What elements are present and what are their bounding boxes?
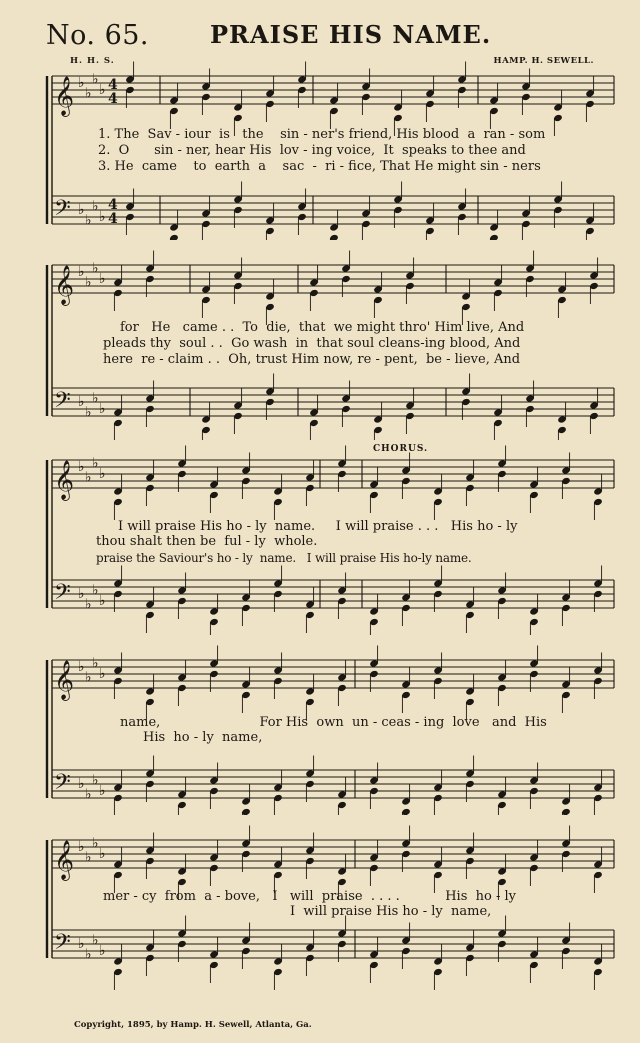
system-4-line-1: name, For His own un - ceas - ing love and His [120, 715, 547, 730]
svg-text:♭: ♭ [99, 209, 106, 225]
svg-text:♭: ♭ [78, 202, 85, 218]
system-1-verse-2: 2. O sin - ner, hear His lov - ing voice, It speaks to thee and [98, 143, 526, 158]
svg-text:4: 4 [108, 211, 118, 227]
svg-text:♭: ♭ [85, 946, 92, 963]
svg-text:♭: ♭ [78, 936, 85, 952]
svg-text:𝄞: 𝄞 [54, 265, 75, 305]
svg-text:♭: ♭ [99, 846, 106, 862]
system-2-verse-3: here re - claim . . Oh, trust Him now, re - pent, be - lieve, And [103, 352, 521, 367]
hymn-title: PRAISE HIS NAME. [210, 20, 492, 49]
svg-text:𝄢: 𝄢 [54, 388, 71, 418]
svg-text:♭: ♭ [92, 835, 99, 852]
svg-text:♭: ♭ [99, 82, 106, 98]
system-5-line-2: I will praise His ho - ly name, [290, 904, 492, 919]
svg-text:♭: ♭ [85, 596, 92, 613]
svg-text:𝄢: 𝄢 [54, 196, 71, 226]
system-5-line-1: mer - cy from a - bove, I will praise . . . . His ho - ly [103, 889, 516, 904]
svg-text:♭: ♭ [92, 71, 99, 88]
svg-text:♭: ♭ [78, 459, 85, 475]
svg-text:♭: ♭ [99, 666, 106, 682]
svg-text:♭: ♭ [78, 839, 85, 855]
svg-text:♭: ♭ [78, 264, 85, 280]
system-3-line-3: praise the Saviour's ho - ly name. I will praise His ho-ly name. [96, 551, 472, 565]
svg-text:4: 4 [108, 197, 118, 213]
svg-text:♭: ♭ [85, 212, 92, 229]
svg-text:𝄢: 𝄢 [54, 580, 71, 610]
svg-text:♭: ♭ [85, 85, 92, 102]
svg-text:♭: ♭ [92, 260, 99, 277]
svg-text:♭: ♭ [99, 943, 106, 959]
svg-text:♭: ♭ [92, 772, 99, 789]
system-3-line-1: I will praise His ho - ly name. I will praise . . . His ho - ly [118, 519, 518, 534]
svg-text:♭: ♭ [99, 401, 106, 417]
svg-text:♭: ♭ [78, 776, 85, 792]
system-2-verse-2: pleads thy soul . . Go wash in that soul cleans-ing blood, And [103, 336, 521, 351]
system-4-line-2: His ho - ly name, [143, 730, 263, 745]
svg-text:♭: ♭ [99, 466, 106, 482]
svg-text:𝄢: 𝄢 [54, 930, 71, 960]
svg-text:♭: ♭ [92, 390, 99, 407]
svg-text:𝄞: 𝄞 [54, 660, 75, 700]
composer-credit: HAMP. H. SEWELL. [493, 56, 594, 66]
svg-text:♭: ♭ [78, 659, 85, 675]
svg-text:♭: ♭ [78, 75, 85, 91]
svg-text:♭: ♭ [85, 849, 92, 866]
svg-text:4: 4 [108, 91, 118, 107]
copyright-notice: Copyright, 1895, by Hamp. H. Sewell, Atlanta, Ga. [74, 1020, 312, 1030]
svg-text:♭: ♭ [78, 586, 85, 602]
svg-text:♭: ♭ [85, 669, 92, 686]
svg-text:♭: ♭ [99, 783, 106, 799]
svg-text:4: 4 [108, 77, 118, 93]
svg-text:𝄞: 𝄞 [54, 76, 75, 116]
svg-text:♭: ♭ [92, 655, 99, 672]
svg-text:♭: ♭ [99, 593, 106, 609]
svg-text:♭: ♭ [92, 582, 99, 599]
svg-text:𝄢: 𝄢 [54, 770, 71, 800]
svg-text:♭: ♭ [85, 404, 92, 421]
lyricist-credit: H. H. S. [70, 56, 115, 66]
svg-text:𝄞: 𝄞 [54, 460, 75, 500]
svg-text:♭: ♭ [92, 455, 99, 472]
svg-text:♭: ♭ [99, 271, 106, 287]
svg-text:♭: ♭ [85, 469, 92, 486]
hymn-number: No. 65. [46, 20, 150, 51]
svg-text:♭: ♭ [92, 932, 99, 949]
chorus-label: CHORUS. [373, 444, 429, 454]
system-1-verse-3: 3. He came to earth a sac - ri - fice, That He might sin - ners [98, 159, 541, 174]
svg-text:♭: ♭ [85, 274, 92, 291]
svg-text:♭: ♭ [85, 786, 92, 803]
svg-text:♭: ♭ [92, 198, 99, 215]
svg-text:♭: ♭ [78, 394, 85, 410]
system-2-verse-1: for He came . . To die, that we might thro' Him live, And [120, 320, 525, 335]
system-1-verse-1: 1. The Sav - iour is the sin - ner's friend, His blood a ran - som [98, 127, 546, 142]
system-3-line-2: thou shalt then be ful - ly whole. [96, 534, 318, 549]
svg-text:𝄞: 𝄞 [54, 840, 75, 880]
